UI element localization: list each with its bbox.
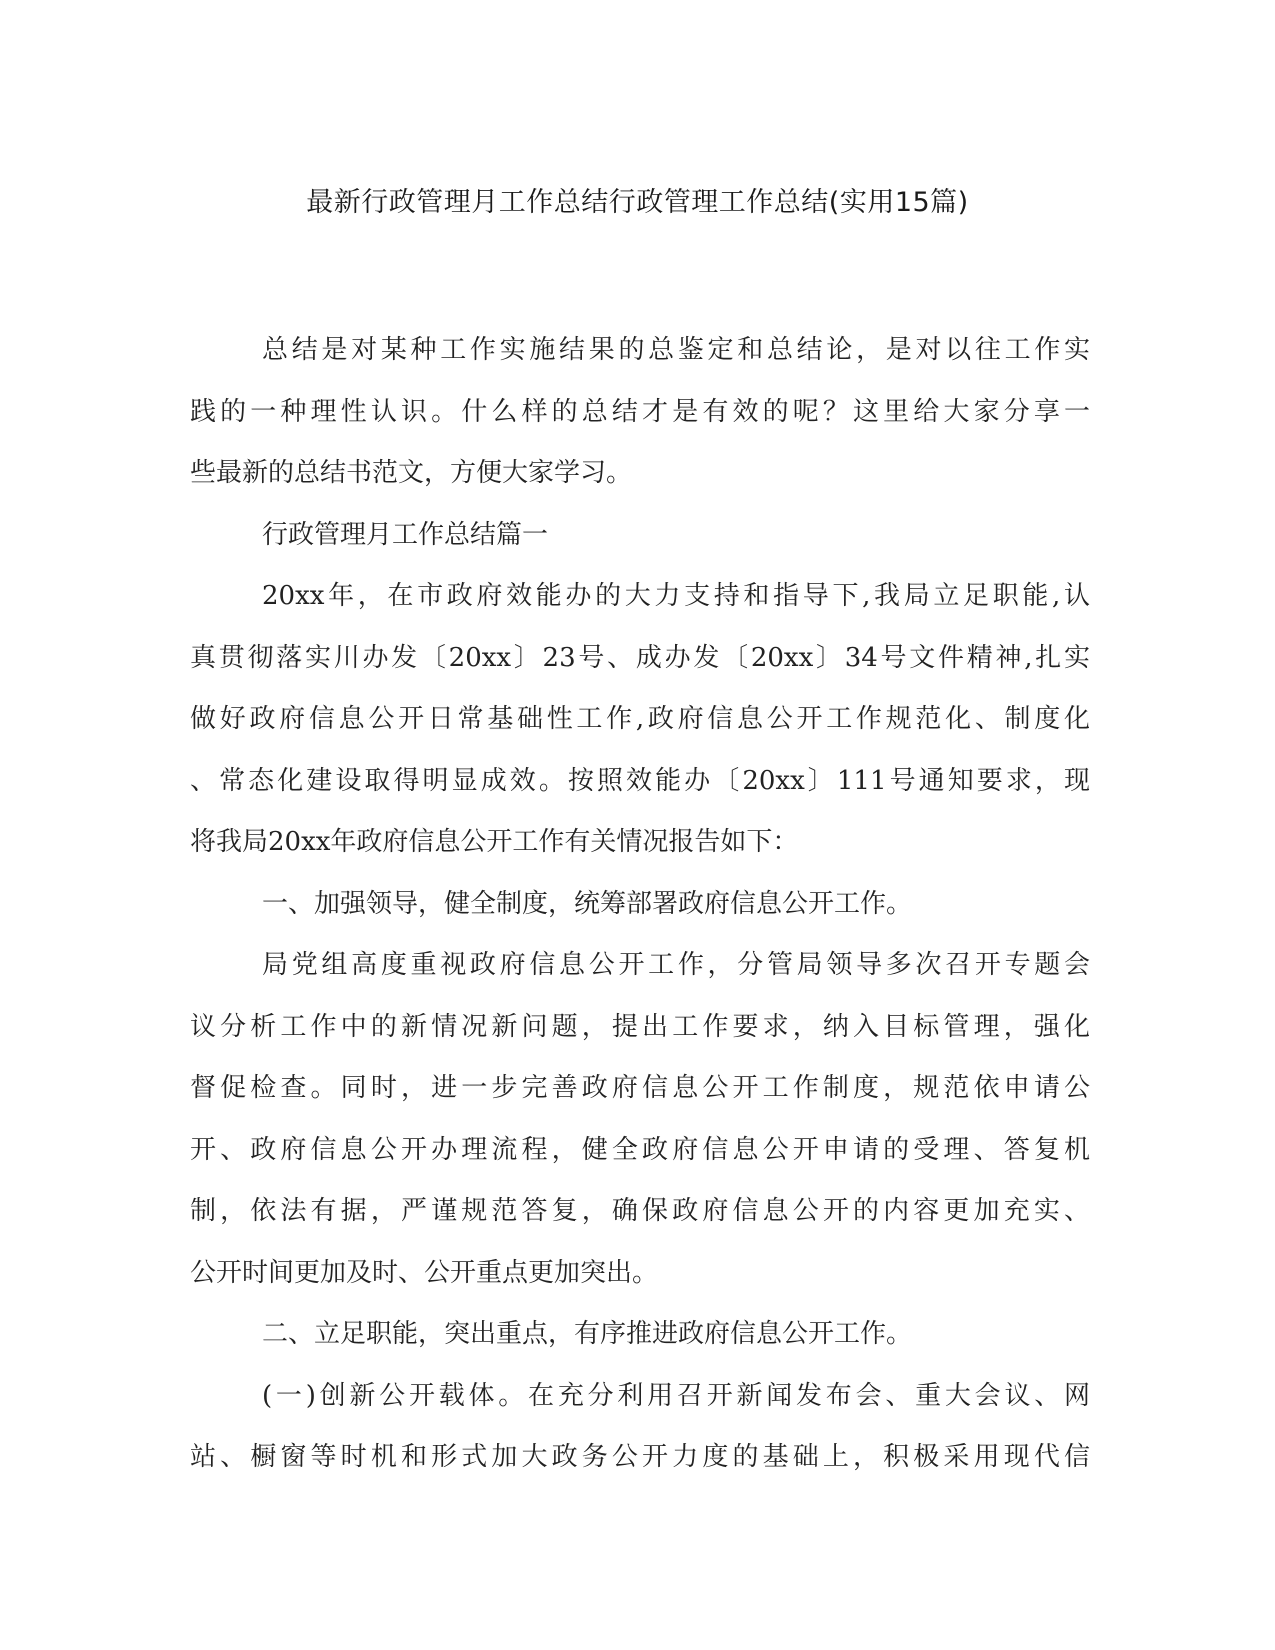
body-line: 督促检查。同时，进一步完善政府信息公开工作制度，规范依申请公	[190, 1073, 1090, 1103]
body-line: 行政管理月工作总结篇一	[262, 519, 549, 550]
body-line: 局党组高度重视政府信息公开工作，分管局领导多次召开专题会	[262, 950, 1090, 980]
document-body	[190, 320, 1090, 1489]
body-line: 做好政府信息公开日常基础性工作,政府信息公开工作规范化、制度化	[190, 704, 1090, 734]
body-line: 总结是对某种工作实施结果的总鉴定和总结论，是对以往工作实	[262, 335, 1090, 365]
body-line: 站、橱窗等时机和形式加大政务公开力度的基础上，积极采用现代信	[190, 1442, 1090, 1472]
body-line: 议分析工作中的新情况新问题，提出工作要求，纳入目标管理，强化	[190, 1011, 1090, 1042]
body-line: 践的一种理性认识。什么样的总结才是有效的呢？这里给大家分享一	[190, 396, 1090, 427]
body-line: 20xx年，在市政府效能办的大力支持和指导下,我局立足职能,认	[262, 581, 1090, 611]
body-line: 二、立足职能，突出重点，有序推进政府信息公开工作。	[262, 1319, 913, 1349]
document-title: 最新行政管理月工作总结行政管理工作总结(实用15篇)	[306, 187, 969, 218]
body-line: 将我局20xx年政府信息公开工作有关情况报告如下：	[190, 827, 799, 857]
body-line: (一)创新公开载体。在充分利用召开新闻发布会、重大会议、网	[262, 1380, 1090, 1411]
body-line: 真贯彻落实川办发〔20xx〕23号、成办发〔20xx〕34号文件精神,扎实	[190, 642, 1090, 673]
body-line: 制，依法有据，严谨规范答复，确保政府信息公开的内容更加充实、	[190, 1196, 1090, 1226]
body-line: 一、加强领导，健全制度，统筹部署政府信息公开工作。	[262, 888, 913, 919]
body-line: 些最新的总结书范文，方便大家学习。	[190, 458, 633, 488]
body-line: 开、政府信息公开办理流程，健全政府信息公开申请的受理、答复机	[190, 1134, 1090, 1165]
body-line: 公开时间更加及时、公开重点更加突出。	[190, 1257, 659, 1288]
body-line: 、常态化建设取得明显成效。按照效能办〔20xx〕111号通知要求，现	[190, 765, 1090, 796]
